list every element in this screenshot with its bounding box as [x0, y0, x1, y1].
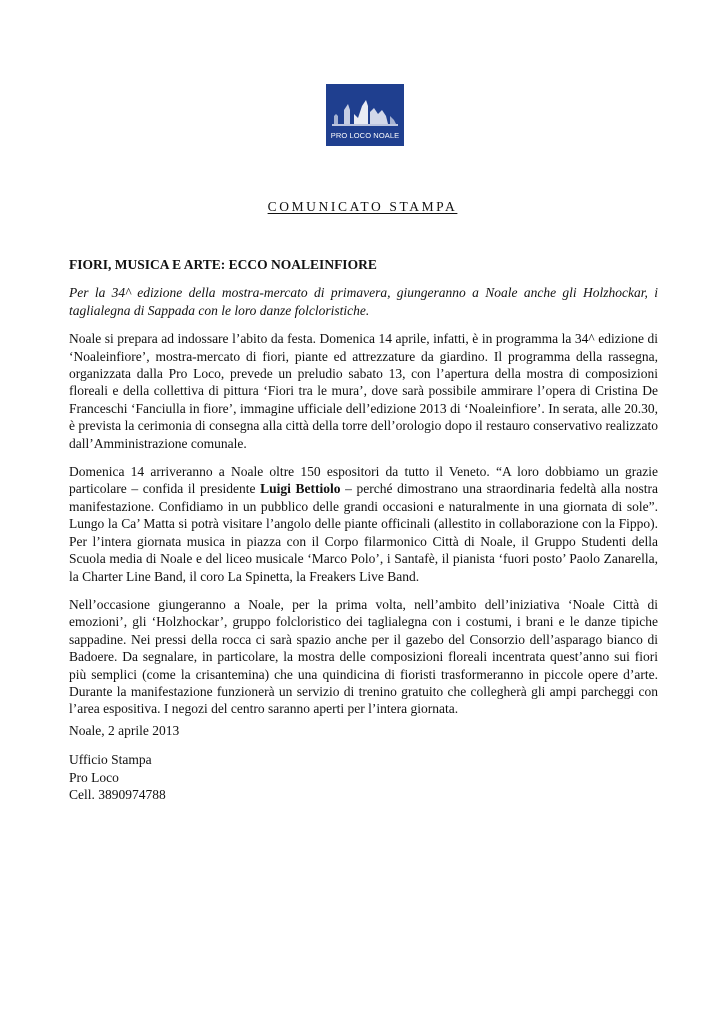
signature-block [69, 722, 179, 804]
paragraph-2-before: Domenica 14 arriveranno a Noale oltre 150 espositori da tutto il Veneto. “A loro dobbiamo un grazie particolare – confida il presidente [69, 464, 658, 497]
press-release-body [69, 256, 658, 729]
pro-loco-logo [326, 84, 404, 146]
paragraph-1: Noale si prepara ad indossare l’abito da festa. Domenica 14 aprile, infatti, è in programma la 34^ edizione di ‘Noaleinfiore’, mostra-mercato di fiori, piante ed attrezzature da giardino. Il programma della rassegna, organizzata dalla Pro Loco, prevede un preludio sabato 13, con l’apertura della mostra di composizioni floreali e della collettiva di pittura ‘Fiori tra le mura’, dove sarà possibile ammirare l’opera di Cristina De Franceschi ‘Fanciulla in fiore’, immagine ufficiale dell’edizione 2013 di ‘Noaleinfiore’. In serata, alle 20.30, è prevista la cerimonia di consegna alla città della torre dell’orologio dopo il restauro conservativo realizzato dall’Amministrazione comunale. [69, 331, 658, 451]
president-name: Luigi Bettiolo [260, 481, 341, 497]
logo-text: PRO LOCO NOALE [330, 131, 400, 140]
headline: FIORI, MUSICA E ARTE: ECCO NOALEINFIORE [69, 257, 377, 272]
office-line: Ufficio Stampa [69, 752, 152, 768]
paragraph-2-after: – perché dimostrano una straordinaria fedeltà alla nostra manifestazione. Confidiamo in un pubblico delle grandi occasioni e naturalmente in una giornata di sole”. Lungo la Ca’ Matta si potrà visitare l’angolo delle piante officinali (allestito in collaborazione con la Fippo). Per l’intera giornata musica in piazza con il Corpo filarmonico Città di Noale, il Gruppo Studenti della Scuola media di Noale e del liceo musicale ‘Marco Polo’, i Santafè, il pianista ‘fuori posto’ Paolo Zanarella, la Charter Line Band, il coro La Spinetta, la Freakers Live Band. [69, 481, 658, 584]
org-line: Pro Loco [69, 769, 119, 785]
phone-line: Cell. 3890974788 [69, 787, 166, 803]
date-line: Noale, 2 aprile 2013 [69, 723, 180, 738]
lead-paragraph: Per la 34^ edizione della mostra-mercato di primavera, giungeranno a Noale anche gli Holzhockar, i taglialegna di Sappada con le loro danze folcloristiche. [69, 285, 658, 318]
paragraph-3: Nell’occasione giungeranno a Noale, per la prima volta, nell’ambito dell’iniziativa ‘Noale Città di emozioni’, gli ‘Holzhockar’, gruppo folcloristico dei taglialegna con i costumi, i brani e le danze tipiche sappadine. Nei pressi della rocca ci sarà spazio anche per il gazebo del Consorzio dell’asparago bianco di Badoere. Da segnalare, in particolare, la mostra delle composizioni floreali incentrata quest’anno sui fiori più semplici (come la crisantemina) che una quindicina di fioristi trasformeranno in piccole opere d’arte. Durante la manifestazione funzionerà un servizio di trenino gratuito che collegherà gli ampi parcheggi con l’area espositiva. I negozi del centro saranno aperti per l’intera giornata. [69, 596, 658, 717]
paragraph-2 [69, 463, 658, 585]
page-title: COMUNICATO STAMPA [267, 199, 458, 214]
tower-skyline-logo-icon [326, 84, 404, 130]
